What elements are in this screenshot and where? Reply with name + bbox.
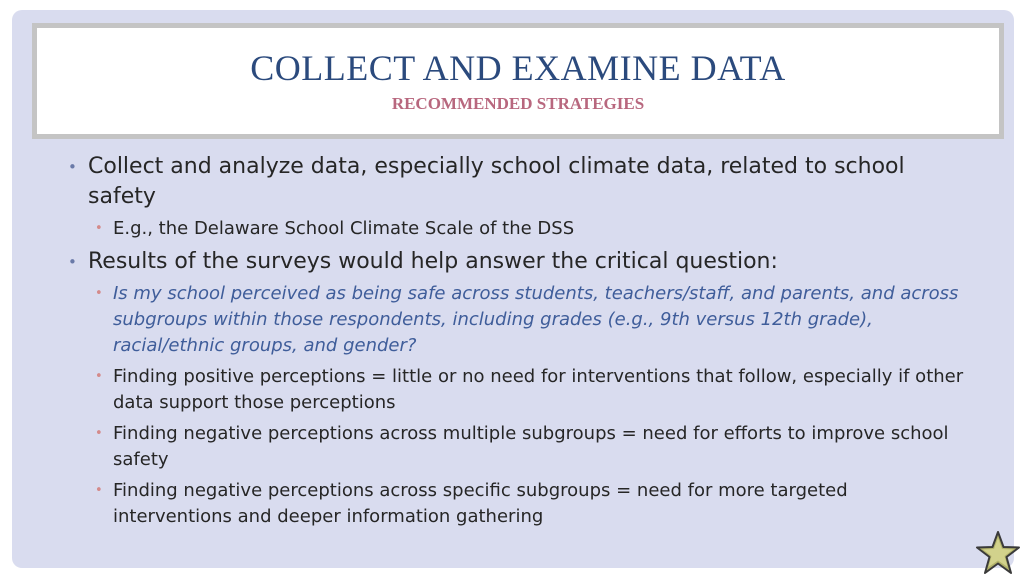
title-box [32, 23, 1004, 139]
sub-bullet-example-dss: • E.g., the Delaware School Climate Scale of the DSS [66, 216, 966, 242]
bullet-collect-data: • Collect and analyze data, especially school climate data, related to school safety [66, 152, 966, 212]
slide [12, 10, 1014, 568]
sub-bullet-negative-specific: • Finding negative perceptions across specific subgroups = need for more targeted interventions and deeper information gathering [66, 478, 966, 530]
bullet-list [66, 152, 966, 535]
slide-title: COLLECT AND EXAMINE DATA [250, 48, 786, 88]
slide-subtitle: RECOMMENDED STRATEGIES [391, 94, 645, 113]
sub-bullet-critical-question: • Is my school perceived as being safe across students, teachers/staff, and parents, and across subgroups within those respondents, including grades (e.g., 9th versus 12th grade), racial/ethnic groups, and gender? [66, 281, 966, 359]
star-icon [974, 530, 1022, 576]
bullet-survey-results: • Results of the surveys would help answer the critical question: [66, 247, 966, 277]
sub-bullet-positive-perceptions: • Finding positive perceptions = little or no need for interventions that follow, especially if other data support those perceptions [66, 364, 966, 416]
sub-bullet-negative-multiple: • Finding negative perceptions across multiple subgroups = need for efforts to improve school safety [66, 421, 966, 473]
